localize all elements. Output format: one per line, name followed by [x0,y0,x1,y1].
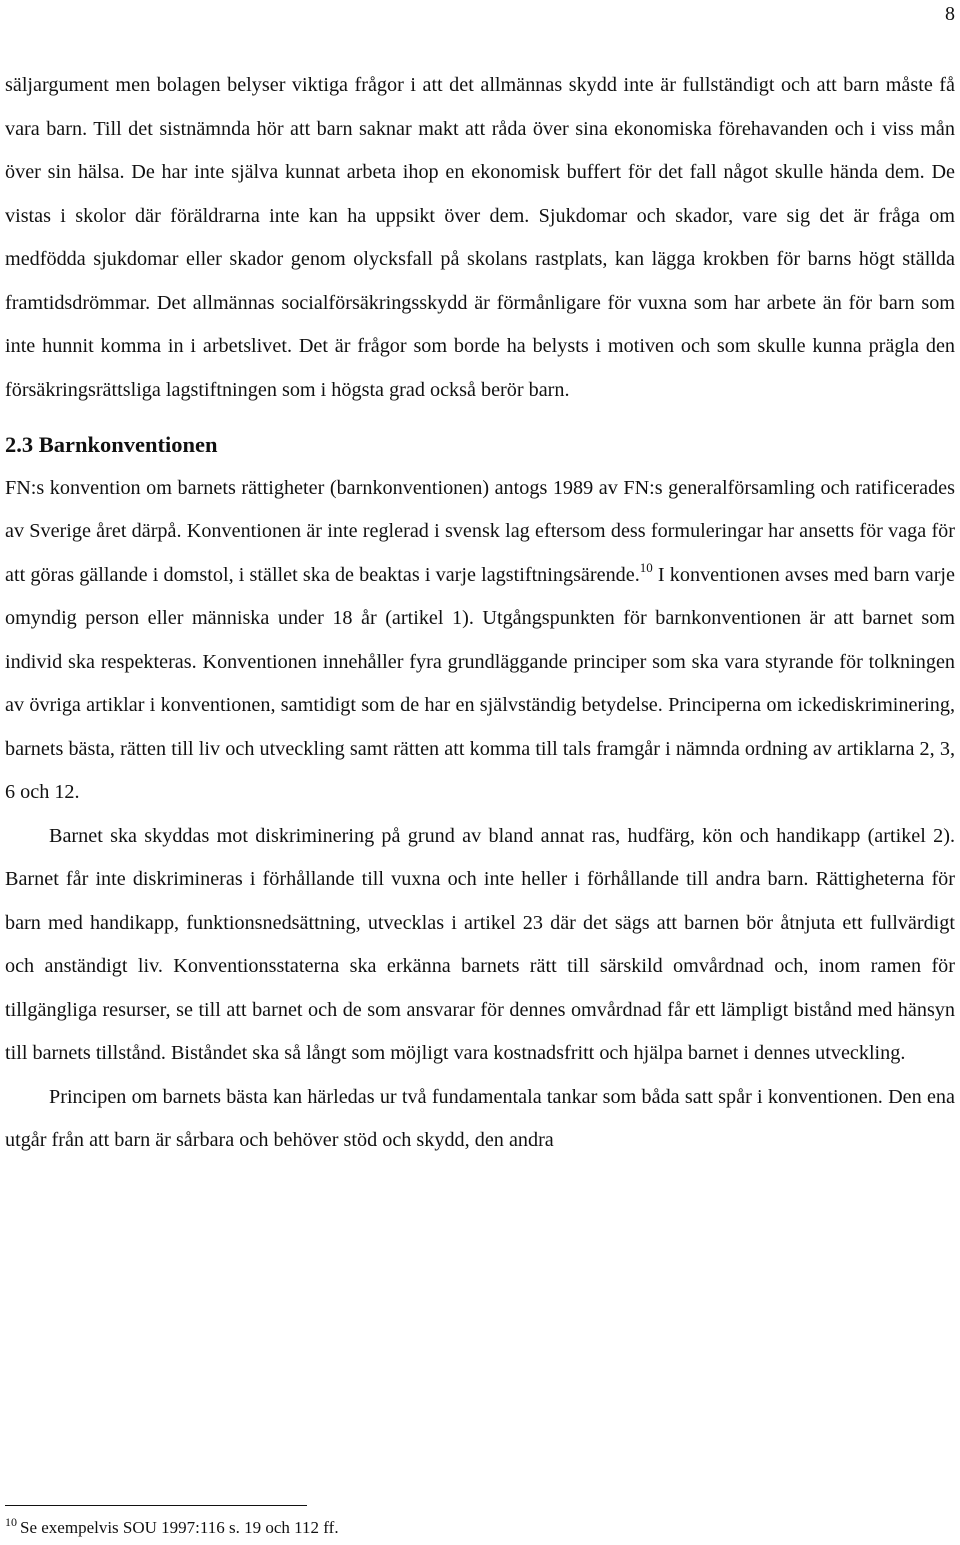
paragraph-discrimination: Barnet ska skyddas mot diskriminering på grund av bland annat ras, hudfärg, kön och handikapp (artikel 2). Barnet får inte diskrimineras i förhållande till vuxna och inte heller i förhållande till andra barn. Rättigheterna för barn med handikapp, funktionsnedsättning, utvecklas i artikel 23 där det sägs att barnen bör åtnjuta ett fullvärdigt och anständigt liv. Konventionsstaterna ska erkänna barnets rätt till särskild omvårdnad och, inom ramen för tillgängliga resurser, se till att barnet och de som ansvarar för dennes omvårdnad får ett lämpligt bistånd med hänsyn till barnets tillstånd. Biståndet ska så långt som möjligt vara kostnadsfritt och hjälpa barnet i dennes utveckling. [5,824,955,1064]
footnote [5,1516,339,1540]
paragraph-intro: säljargument men bolagen belyser viktiga frågor i att det allmännas skydd inte är fullständigt och att barn måste få vara barn. Till det sistnämnda hör att barn saknar makt att råda över sina ekonomiska förehavanden och i viss mån över sin hälsa. De har inte själva kunnat arbeta ihop en ekonomisk buffert för det fall något skulle hända dem. De vistas i skolor där föräldrarna inte kan ha uppsikt över dem. Sjukdomar och skador, vare sig det är fråga om medfödda sjukdomar eller skador genom olycksfall på skolans rastplats, kan lägga krokben för barns högt ställda framtidsdrömmar. Det allmännas socialförsäkringsskydd är förmånligare för vuxna som har arbete än för barn som inte hunnit komma in i arbetslivet. Det är frågor som borde ha belysts i motiven och som skulle kunna prägla den försäkringsrättsliga lagstiftningen som i högsta grad också berör barn. [5,74,955,401]
paragraph-text-part: FN:s konvention om barnets rättigheter (barnkonventionen) antogs 1989 av FN:s generalförsamling och ratificerades av Sverige året därpå. Konventionen är inte reglerad i svensk lag eftersom dess formuleringar har ansetts för vaga för att göras gällande i domstol, i stället ska de beaktas i varje lagstiftningsärende. [5,476,955,586]
footnote-text: Se exempelvis SOU 1997:116 s. 19 och 112 ff. [20,1518,339,1537]
footnote-number: 10 [5,1515,17,1529]
footnote-divider [5,1505,307,1506]
page-number: 8 [945,3,955,25]
paragraph-text-part: I konventionen avses med barn varje omyndig person eller människa under 18 år (artikel 1). Utgångspunkten för barnkonventionen är att barnet som individ ska respekteras. Konventionen innehåller fyra grundläggande principer som ska vara styrande för tolkningen av övriga artiklar i konventionen, samtidigt som de har en självständig betydelse. Principerna om ickediskriminering, barnets bästa, rätten till liv och utveckling samt rätten att komma till tals framgår i nämnda ordning av artiklarna 2, 3, 6 och 12. [5,563,955,803]
document-body [5,64,955,1163]
footnote-reference[interactable]: 10 [639,559,653,575]
paragraph-best-interest: Principen om barnets bästa kan härledas ur två fundamentala tankar som båda satt spår i konventionen. Den ena utgår från att barn är sårbara och behöver stöd och skydd, den andra [5,1085,955,1151]
section-heading: 2.3 Barnkonventionen [5,432,218,457]
paragraph-barnkonventionen [5,467,955,815]
